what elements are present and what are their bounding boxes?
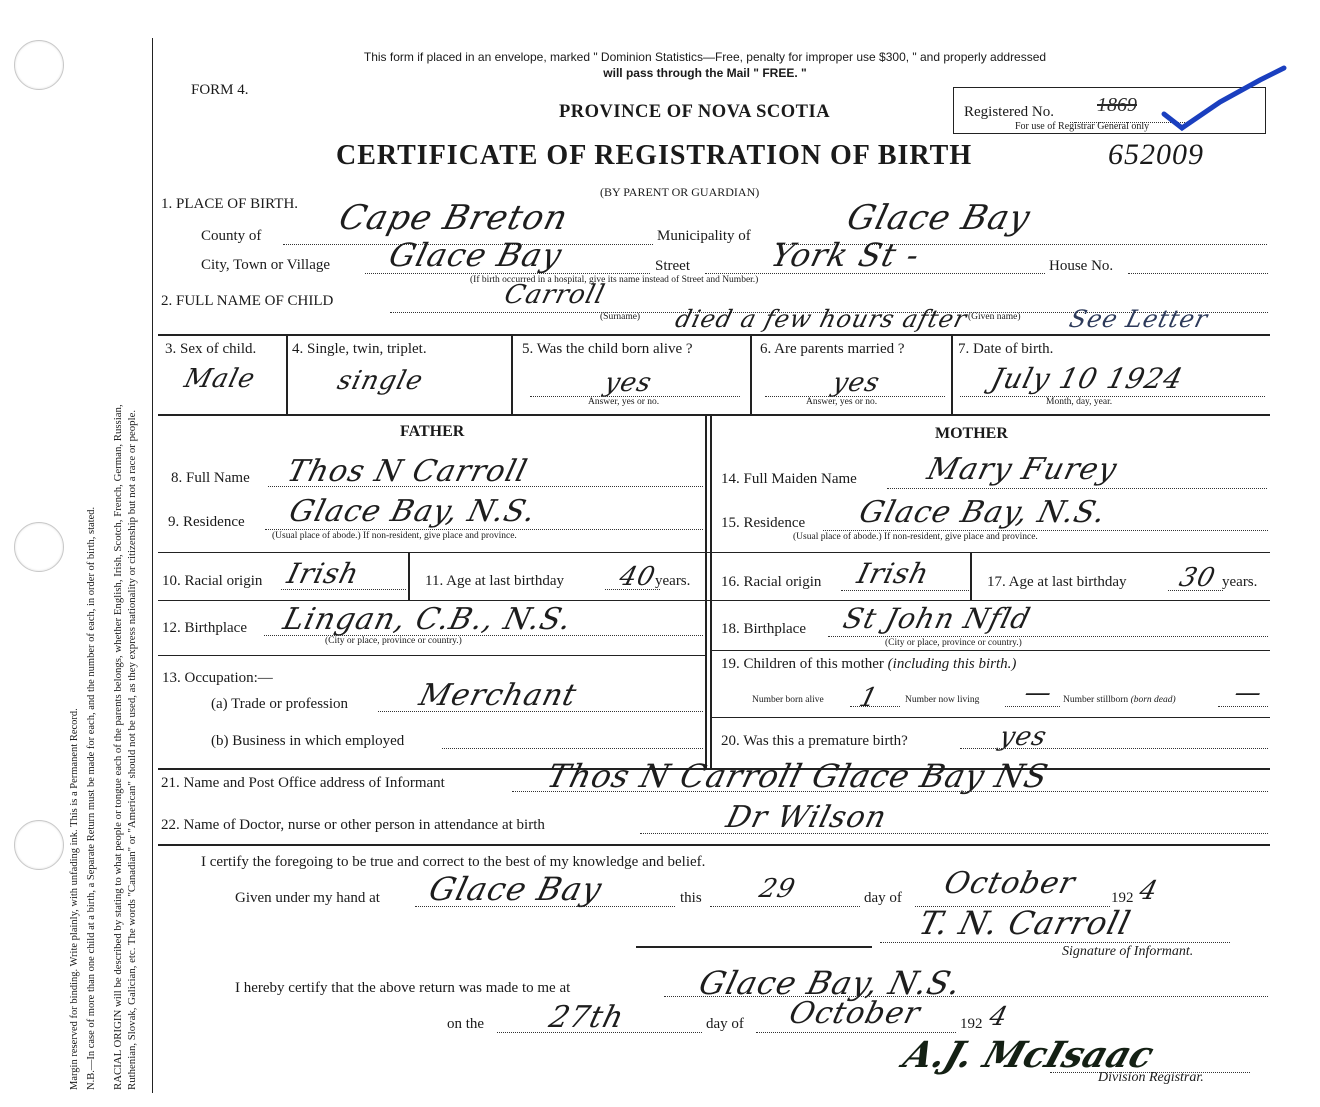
registrar-day: 27th bbox=[545, 1000, 628, 1035]
hospital-note: (If birth occurred in a hospital, give its name instead of Street and Number.) bbox=[470, 275, 759, 285]
children-label-note: (including this birth.) bbox=[887, 656, 1017, 672]
mail-notice-line1: This form if placed in an envelope, marked " Dominion Statistics—Free, penalty for improper use $300, " and properly addressed bbox=[363, 50, 1047, 64]
margin-note-multiple-births: N.B.—In case of more than one child at a birth, a Separate Return must be made for each, and the number of each, in order of birth, stated. bbox=[86, 506, 97, 1090]
city-label: City, Town or Village bbox=[201, 257, 331, 273]
certificate-title: CERTIFICATE OF REGISTRATION OF BIRTH bbox=[336, 140, 973, 171]
mother-name-value: Mary Furey bbox=[923, 452, 1121, 487]
punch-hole-bottom bbox=[14, 820, 64, 870]
mother-heading: MOTHER bbox=[935, 425, 1008, 442]
registrar-year-digit: 4 bbox=[986, 1002, 1012, 1032]
given-this-label: this bbox=[680, 890, 702, 906]
doctor-label: 22. Name of Doctor, nurse or other person in attendance at birth bbox=[161, 817, 545, 833]
plurality-label: 4. Single, twin, triplet. bbox=[292, 341, 427, 357]
given-name-caption: (Given name) bbox=[968, 312, 1021, 322]
municipality-value: Glace Bay bbox=[843, 198, 1035, 238]
mother-age-label: 17. Age at last birthday bbox=[987, 574, 1127, 590]
registrar-year-prefix: 192 bbox=[960, 1016, 983, 1032]
registrar-general-note: For use of Registrar General only bbox=[1015, 121, 1150, 132]
living-count: — bbox=[1021, 678, 1056, 708]
certificate-subtitle: (BY PARENT OR GUARDIAN) bbox=[600, 185, 760, 199]
father-name-label: 8. Full Name bbox=[171, 470, 250, 486]
father-age-label: 11. Age at last birthday bbox=[425, 573, 564, 589]
given-name-note: died a few hours after bbox=[672, 305, 971, 333]
given-month: October bbox=[940, 866, 1080, 901]
father-age-years: years. bbox=[655, 573, 691, 589]
see-letter-note: See Letter bbox=[1066, 305, 1212, 333]
street-label: Street bbox=[655, 258, 690, 274]
father-residence-value: Glace Bay, N.S. bbox=[285, 494, 540, 529]
born-alive-value: yes bbox=[601, 368, 656, 398]
children-label bbox=[721, 656, 1016, 673]
mail-notice bbox=[240, 49, 1170, 81]
born-alive-count: 1 bbox=[856, 683, 882, 713]
registrar-month: October bbox=[785, 996, 925, 1031]
father-racial-value: Irish bbox=[283, 557, 363, 590]
margin-note-racial-origin: RACIAL ORIGIN will be described by stating to what people or tongue each of the parents belongs, whether English, Irish, Scotch, French, German, Russian, bbox=[112, 404, 124, 1090]
father-birthplace-value: Lingan, C.B., N.S. bbox=[279, 602, 576, 637]
divider-rule bbox=[636, 946, 872, 948]
margin-note-racial-origin-cont: Ruthenian, Slovak, Galician, etc. The words "Canadian" or "American" should not be used, as they express nationality or citizenship but not a race or people. bbox=[126, 409, 138, 1090]
plurality-value: single bbox=[334, 366, 427, 396]
given-place: Glace Bay bbox=[425, 870, 607, 908]
date-of-birth-value: July 10 1924 bbox=[987, 362, 1187, 395]
parents-married-caption: Answer, yes or no. bbox=[806, 397, 878, 407]
registered-label: Registered No. bbox=[964, 104, 1054, 120]
certify-statement: I certify the foregoing to be true and correct to the best of my knowledge and belief. bbox=[201, 854, 706, 870]
certificate-number: 652009 bbox=[1108, 138, 1204, 171]
place-of-birth-label: 1. PLACE OF BIRTH. bbox=[161, 196, 299, 212]
trade-value: Merchant bbox=[415, 678, 581, 713]
given-year-prefix: 192 bbox=[1111, 890, 1134, 906]
registrar-caption: Division Registrar. bbox=[1098, 1070, 1204, 1085]
form-number: FORM 4. bbox=[191, 82, 249, 98]
municipality-label: Municipality of bbox=[657, 228, 751, 244]
stillborn-label-text: Number stillborn bbox=[1063, 695, 1129, 705]
mother-birthplace-value: St John Nfld bbox=[839, 602, 1035, 635]
child-name-label: 2. FULL NAME OF CHILD bbox=[161, 293, 334, 309]
mother-racial-label: 16. Racial origin bbox=[721, 574, 822, 590]
living-count-label: Number now living bbox=[905, 695, 980, 705]
county-value: Cape Breton bbox=[335, 198, 573, 238]
father-residence-caption: (Usual place of abode.) If non-resident, give place and province. bbox=[272, 531, 517, 541]
province-heading: PROVINCE OF NOVA SCOTIA bbox=[559, 102, 831, 122]
father-racial-label: 10. Racial origin bbox=[162, 573, 263, 589]
parents-married-label: 6. Are parents married ? bbox=[760, 341, 905, 357]
registrar-day-of-label: day of bbox=[706, 1016, 744, 1032]
informant-signature: T. N. Carroll bbox=[915, 904, 1135, 942]
father-birthplace-caption: (City or place, province or country.) bbox=[325, 636, 462, 646]
informant-signature-caption: Signature of Informant. bbox=[1062, 944, 1194, 959]
stillborn-count-label bbox=[1063, 695, 1176, 705]
mother-birthplace-caption: (City or place, province or country.) bbox=[885, 638, 1022, 648]
mother-age-years: years. bbox=[1222, 574, 1258, 590]
city-value: Glace Bay bbox=[385, 236, 567, 274]
given-day-of-label: day of bbox=[864, 890, 902, 906]
registrar-place: Glace Bay, N.S. bbox=[695, 964, 966, 1002]
given-day: 29 bbox=[756, 874, 799, 904]
house-number-label: House No. bbox=[1049, 258, 1114, 274]
mother-racial-value: Irish bbox=[853, 557, 933, 590]
mother-residence-value: Glace Bay, N.S. bbox=[855, 495, 1110, 530]
date-of-birth-caption: Month, day, year. bbox=[1046, 397, 1113, 407]
given-year-digit: 4 bbox=[1136, 876, 1162, 906]
child-surname: Carroll bbox=[501, 280, 609, 310]
doctor-value: Dr Wilson bbox=[722, 800, 891, 835]
sex-value: Male bbox=[181, 364, 259, 394]
premature-label: 20. Was this a premature birth? bbox=[721, 733, 908, 749]
punch-hole-middle bbox=[14, 522, 64, 572]
registrar-signature: A.J. McIsaac bbox=[898, 1034, 1160, 1076]
business-label: (b) Business in which employed bbox=[211, 733, 405, 749]
informant-value: Thos N Carroll Glace Bay NS bbox=[543, 757, 1053, 795]
date-of-birth-label: 7. Date of birth. bbox=[958, 341, 1054, 357]
children-label-text: 19. Children of this mother bbox=[721, 656, 884, 672]
parents-married-value: yes bbox=[829, 368, 884, 398]
mother-residence-caption: (Usual place of abode.) If non-resident, give place and province. bbox=[793, 532, 1038, 542]
father-residence-label: 9. Residence bbox=[168, 514, 245, 530]
blue-check-mark bbox=[1160, 64, 1290, 134]
father-name-value: Thos N Carroll bbox=[283, 454, 532, 489]
registrar-statement: I hereby certify that the above return was made to me at bbox=[235, 980, 571, 996]
informant-label: 21. Name and Post Office address of Informant bbox=[161, 775, 445, 791]
mother-name-label: 14. Full Maiden Name bbox=[721, 471, 857, 487]
born-alive-label: 5. Was the child born alive ? bbox=[522, 341, 693, 357]
mother-residence-label: 15. Residence bbox=[721, 515, 806, 531]
given-under-label: Given under my hand at bbox=[235, 890, 380, 906]
premature-value: yes bbox=[996, 722, 1051, 752]
mother-birthplace-label: 18. Birthplace bbox=[721, 621, 806, 637]
punch-hole-top bbox=[14, 40, 64, 90]
born-alive-caption: Answer, yes or no. bbox=[588, 397, 660, 407]
father-age-value: 40 bbox=[616, 562, 659, 592]
county-label: County of bbox=[201, 228, 262, 244]
street-value: York St - bbox=[767, 236, 924, 274]
sex-label: 3. Sex of child. bbox=[165, 341, 257, 357]
registered-number: 1869 bbox=[1097, 94, 1137, 116]
margin-rule bbox=[152, 38, 153, 1093]
registrar-on-the-label: on the bbox=[447, 1016, 485, 1032]
stillborn-label-note: (born dead) bbox=[1130, 695, 1176, 705]
born-alive-count-label: Number born alive bbox=[752, 695, 824, 705]
stillborn-count: — bbox=[1231, 678, 1266, 708]
father-heading: FATHER bbox=[400, 423, 465, 440]
margin-note-binding: Margin reserved for binding. Write plainly, with unfading ink. This is a Permanent Record. bbox=[69, 708, 80, 1090]
mail-notice-line2: will pass through the Mail " FREE. " bbox=[603, 66, 807, 80]
trade-label: (a) Trade or profession bbox=[211, 696, 349, 712]
father-birthplace-label: 12. Birthplace bbox=[162, 620, 247, 636]
occupation-label: 13. Occupation:— bbox=[162, 670, 273, 686]
surname-caption: (Surname) bbox=[600, 312, 641, 322]
mother-age-value: 30 bbox=[1176, 563, 1219, 593]
